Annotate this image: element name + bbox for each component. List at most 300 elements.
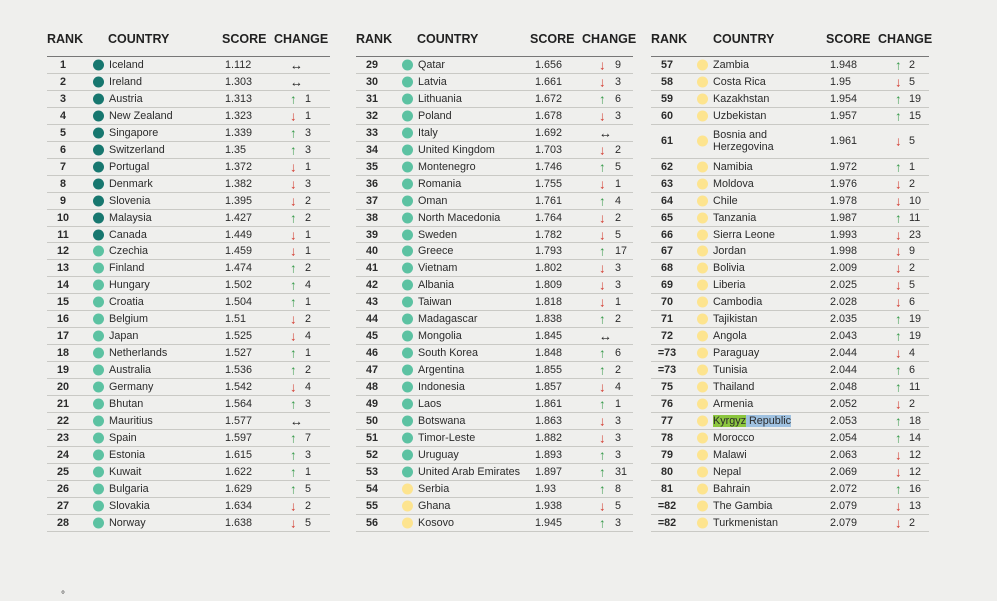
change-amount: 18 (909, 414, 922, 427)
rank-cell: 32 (365, 109, 378, 122)
tier-dot-icon (93, 178, 104, 189)
table-row (47, 498, 330, 515)
change-amount: 5 (615, 499, 622, 512)
score-cell: 2.053 (830, 414, 858, 427)
change-amount: 12 (909, 448, 922, 461)
score-cell: 2.009 (830, 262, 858, 275)
country-cell: Bhutan (109, 398, 144, 411)
country-cell: The Gambia (713, 499, 773, 512)
change-amount: 6 (615, 92, 622, 105)
score-cell: 1.638 (225, 516, 253, 529)
tier-dot-icon (402, 415, 413, 426)
score-cell: 2.044 (830, 364, 858, 377)
country-cell: Croatia (109, 296, 144, 309)
arrow-up-icon: ↑ (290, 345, 297, 361)
tier-dot-icon (697, 365, 708, 376)
tier-dot-icon (93, 263, 104, 274)
table-row (47, 515, 330, 532)
rank-cell: 65 (660, 211, 673, 224)
tier-dot-icon (402, 178, 413, 189)
arrow-up-icon: ↑ (599, 362, 606, 378)
country-cell: Austria (109, 92, 143, 105)
score-cell: 1.998 (830, 245, 858, 258)
table-row (356, 328, 633, 345)
table-row (47, 193, 330, 210)
change-amount: 2 (909, 516, 916, 529)
score-cell: 1.954 (830, 92, 858, 105)
score-cell: 1.634 (225, 499, 253, 512)
change-amount: 9 (615, 58, 622, 71)
change-amount: 11 (909, 381, 921, 394)
change-amount: 3 (305, 448, 312, 461)
rank-cell: 22 (56, 414, 69, 427)
country-cell: Japan (109, 330, 139, 343)
tier-dot-icon (402, 517, 413, 528)
country-cell: United Kingdom (418, 143, 495, 156)
change-amount: 3 (305, 177, 312, 190)
rank-cell: 1 (59, 58, 66, 71)
change-amount: 5 (909, 135, 916, 148)
rank-cell: 63 (660, 177, 673, 190)
country-cell: Zambia (713, 58, 750, 71)
change-amount: 1 (909, 160, 916, 173)
arrow-down-icon: ↓ (599, 260, 606, 276)
tier-dot-icon (93, 144, 104, 155)
tier-dot-icon (697, 500, 708, 511)
arrow-down-icon: ↓ (599, 57, 606, 73)
tier-dot-icon (402, 280, 413, 291)
score-header: SCORE (222, 32, 267, 46)
score-cell: 1.323 (225, 109, 253, 122)
arrow-up-icon: ↑ (895, 311, 902, 327)
country-cell: Morocco (713, 431, 755, 444)
arrow-down-icon: ↓ (895, 193, 902, 209)
score-cell: 1.976 (830, 177, 858, 190)
change-amount: 6 (909, 296, 916, 309)
score-cell: 1.961 (830, 135, 858, 148)
score-cell: 2.079 (830, 499, 858, 512)
country-cell: Italy (418, 126, 438, 139)
change-amount: 3 (615, 75, 622, 88)
tier-dot-icon (697, 382, 708, 393)
score-cell: 2.052 (830, 398, 858, 411)
arrow-down-icon: ↓ (290, 108, 297, 124)
rank-cell: 51 (365, 431, 378, 444)
change-amount: 1 (305, 160, 312, 173)
change-amount: 6 (615, 347, 622, 360)
arrow-down-icon: ↓ (599, 142, 606, 158)
tier-dot-icon (93, 93, 104, 104)
table-row (47, 481, 330, 498)
rank-cell: =82 (657, 499, 677, 512)
tier-dot-icon (93, 59, 104, 70)
rank-cell: 7 (59, 160, 66, 173)
arrow-down-icon: ↓ (599, 498, 606, 514)
country-cell: Costa Rica (713, 75, 766, 88)
change-amount: 14 (909, 431, 922, 444)
table-row (356, 159, 633, 176)
arrow-down-icon: ↓ (599, 379, 606, 395)
score-cell: 1.597 (225, 431, 253, 444)
table-row (356, 125, 633, 142)
table-row (651, 413, 929, 430)
table-row (356, 142, 633, 159)
score-cell: 1.945 (535, 516, 563, 529)
tier-dot-icon (402, 195, 413, 206)
rank-cell: 20 (56, 381, 69, 394)
country-cell: Chile (713, 194, 738, 207)
score-cell: 1.857 (535, 381, 563, 394)
rank-cell: 16 (56, 313, 69, 326)
score-cell: 2.079 (830, 516, 858, 529)
score-cell: 1.848 (535, 347, 563, 360)
rank-cell: 13 (56, 262, 69, 275)
table-row (356, 227, 633, 244)
country-cell: Belgium (109, 313, 149, 326)
tier-dot-icon (402, 212, 413, 223)
arrow-up-icon: ↑ (599, 515, 606, 531)
arrow-down-icon: ↓ (895, 447, 902, 463)
arrow-up-icon: ↑ (599, 464, 606, 480)
table-row (651, 193, 929, 210)
change-amount: 3 (615, 279, 622, 292)
country-cell: Qatar (418, 58, 446, 71)
score-cell: 1.761 (535, 194, 563, 207)
rank-cell: 15 (56, 296, 69, 309)
country-cell: Kuwait (109, 465, 142, 478)
score-cell: 2.048 (830, 381, 858, 394)
arrow-down-icon: ↓ (290, 379, 297, 395)
table-row (651, 260, 929, 277)
country-cell: Liberia (713, 279, 746, 292)
change-amount: 5 (305, 516, 312, 529)
no-change-icon: ↔ (599, 125, 612, 141)
arrow-down-icon: ↓ (895, 74, 902, 90)
score-cell: 1.978 (830, 194, 858, 207)
tier-dot-icon (93, 280, 104, 291)
arrow-up-icon: ↑ (599, 481, 606, 497)
tier-dot-icon (93, 127, 104, 138)
table-row (356, 396, 633, 413)
table-row (651, 277, 929, 294)
country-cell: Switzerland (109, 143, 165, 156)
score-cell: 1.382 (225, 177, 253, 190)
score-cell: 2.063 (830, 448, 858, 461)
rank-cell: 8 (59, 177, 66, 190)
rank-cell: 67 (660, 245, 673, 258)
arrow-down-icon: ↓ (290, 159, 297, 175)
table-row (356, 260, 633, 277)
rank-cell: 43 (365, 296, 378, 309)
table-row (651, 515, 929, 532)
tier-dot-icon (697, 348, 708, 359)
arrow-up-icon: ↑ (290, 430, 297, 446)
change-amount: 3 (615, 414, 622, 427)
tier-dot-icon (697, 432, 708, 443)
change-amount: 2 (305, 499, 312, 512)
rank-cell: 45 (365, 330, 378, 343)
score-cell: 1.672 (535, 92, 563, 105)
change-amount: 5 (305, 482, 312, 495)
country-cell: Namibia (713, 160, 753, 173)
arrow-up-icon: ↑ (290, 277, 297, 293)
country-cell: Uzbekistan (713, 109, 767, 122)
change-amount: 2 (305, 262, 312, 275)
arrow-up-icon: ↑ (290, 91, 297, 107)
country-cell: Bolivia (713, 262, 745, 275)
tier-dot-icon (697, 415, 708, 426)
rank-cell: 57 (660, 58, 673, 71)
tier-dot-icon (402, 161, 413, 172)
arrow-up-icon: ↑ (599, 311, 606, 327)
table-row (47, 430, 330, 447)
rank-cell: =73 (657, 364, 677, 377)
table-row (47, 142, 330, 159)
arrow-up-icon: ↑ (290, 447, 297, 463)
table-row (651, 91, 929, 108)
tier-dot-icon (93, 110, 104, 121)
arrow-up-icon: ↑ (895, 57, 902, 73)
tier-dot-icon (93, 297, 104, 308)
tier-dot-icon (697, 314, 708, 325)
arrow-down-icon: ↓ (599, 277, 606, 293)
rank-cell: 77 (660, 414, 673, 427)
table-row (651, 108, 929, 125)
country-cell: Armenia (713, 398, 754, 411)
table-row (47, 227, 330, 244)
rank-cell: 42 (365, 279, 378, 292)
score-cell: 1.987 (830, 211, 858, 224)
table-row (651, 396, 929, 413)
tier-dot-icon (93, 432, 104, 443)
table-row (47, 277, 330, 294)
change-amount: 8 (615, 482, 622, 495)
tier-dot-icon (697, 110, 708, 121)
rank-cell: 30 (365, 75, 378, 88)
score-cell: 1.564 (225, 398, 253, 411)
table-row (356, 362, 633, 379)
arrow-down-icon: ↓ (599, 294, 606, 310)
country-cell: Denmark (109, 177, 153, 190)
score-cell: 1.893 (535, 448, 563, 461)
score-cell: 1.502 (225, 279, 253, 292)
table-row (651, 498, 929, 515)
tier-dot-icon (402, 246, 413, 257)
arrow-up-icon: ↑ (290, 481, 297, 497)
country-cell: Tunisia (713, 364, 748, 377)
score-cell: 2.044 (830, 347, 858, 360)
tier-dot-icon (402, 399, 413, 410)
table-row (47, 260, 330, 277)
country-cell: Singapore (109, 126, 159, 139)
tier-dot-icon (402, 144, 413, 155)
rank-cell: 46 (365, 347, 378, 360)
arrow-up-icon: ↑ (895, 159, 902, 175)
table-row (356, 108, 633, 125)
score-cell: 1.809 (535, 279, 563, 292)
rank-cell: 40 (365, 245, 378, 258)
tier-dot-icon (93, 466, 104, 477)
tier-dot-icon (402, 127, 413, 138)
arrow-up-icon: ↑ (599, 243, 606, 259)
tier-dot-icon (93, 500, 104, 511)
rows (356, 57, 633, 532)
no-change-icon: ↔ (290, 57, 303, 73)
change-amount: 1 (615, 398, 622, 411)
table-row (356, 481, 633, 498)
country-cell: Argentina (418, 364, 465, 377)
tier-dot-icon (402, 449, 413, 460)
score-cell: 1.536 (225, 364, 253, 377)
change-amount: 17 (615, 245, 628, 258)
score-cell: 1.577 (225, 414, 253, 427)
country-header: COUNTRY (417, 32, 479, 46)
rank-cell: 31 (365, 92, 378, 105)
table-row (356, 311, 633, 328)
rank-cell: 39 (365, 228, 378, 241)
country-cell: Romania (418, 177, 462, 190)
rank-cell: 5 (59, 126, 66, 139)
score-cell: 1.459 (225, 245, 253, 258)
rank-cell: 61 (660, 135, 673, 148)
change-amount: 2 (615, 211, 622, 224)
change-amount: 6 (909, 364, 916, 377)
country-cell: Nepal (713, 465, 742, 478)
score-cell: 1.802 (535, 262, 563, 275)
tier-dot-icon (402, 331, 413, 342)
arrow-up-icon: ↑ (290, 142, 297, 158)
table-row (651, 176, 929, 193)
change-amount: 1 (305, 109, 312, 122)
arrow-down-icon: ↓ (599, 430, 606, 446)
arrow-down-icon: ↓ (290, 328, 297, 344)
table-row (356, 57, 633, 74)
rank-cell: 2 (59, 75, 66, 88)
score-cell: 1.764 (535, 211, 563, 224)
change-amount: 2 (305, 194, 312, 207)
rank-cell: 81 (660, 482, 673, 495)
table-row (651, 227, 929, 244)
score-cell: 1.112 (225, 58, 252, 71)
table-row (47, 311, 330, 328)
country-cell (713, 415, 791, 427)
country-cell: Germany (109, 381, 154, 394)
table-row (356, 91, 633, 108)
rank-cell: 56 (365, 516, 378, 529)
arrow-down-icon: ↓ (599, 108, 606, 124)
arrow-down-icon: ↓ (895, 345, 902, 361)
rank-cell: 28 (56, 516, 69, 529)
rank-cell: 19 (56, 364, 69, 377)
table-row (47, 379, 330, 396)
score-cell: 2.069 (830, 465, 858, 478)
change-amount: 15 (909, 109, 922, 122)
country-cell: Spain (109, 431, 137, 444)
change-amount: 2 (909, 177, 916, 190)
arrow-up-icon: ↑ (895, 413, 902, 429)
rank-cell: 6 (59, 143, 66, 156)
rank-cell: 76 (660, 398, 673, 411)
rank-cell: =82 (657, 516, 677, 529)
tier-dot-icon (402, 483, 413, 494)
change-amount: 23 (909, 228, 922, 241)
change-amount: 3 (305, 143, 312, 156)
arrow-up-icon: ↑ (895, 328, 902, 344)
table-row (47, 345, 330, 362)
country-cell: Malaysia (109, 211, 152, 224)
table-row (651, 210, 929, 227)
rank-cell: 3 (59, 92, 66, 105)
arrow-down-icon: ↓ (599, 176, 606, 192)
tier-dot-icon (402, 348, 413, 359)
table-row (47, 108, 330, 125)
score-cell: 1.678 (535, 109, 563, 122)
rank-cell: 71 (660, 313, 673, 326)
country-cell: Tanzania (713, 211, 757, 224)
arrow-down-icon: ↓ (290, 243, 297, 259)
score-cell: 2.028 (830, 296, 858, 309)
table-row (356, 74, 633, 91)
rank-cell: 59 (660, 92, 673, 105)
arrow-up-icon: ↑ (895, 362, 902, 378)
score-cell: 1.793 (535, 245, 563, 258)
change-amount: 1 (305, 465, 312, 478)
tier-dot-icon (697, 280, 708, 291)
rank-cell: 72 (660, 330, 673, 343)
rank-cell: 38 (365, 211, 378, 224)
change-amount: 11 (909, 211, 921, 224)
arrow-down-icon: ↓ (895, 260, 902, 276)
country-cell: Sweden (418, 228, 458, 241)
change-amount: 3 (615, 262, 622, 275)
score-cell: 1.95 (830, 75, 852, 88)
rank-cell: =73 (657, 347, 677, 360)
score-header: SCORE (530, 32, 575, 46)
change-amount: 2 (615, 313, 622, 326)
arrow-down-icon: ↓ (599, 210, 606, 226)
arrow-down-icon: ↓ (290, 193, 297, 209)
rank-cell: 80 (660, 465, 673, 478)
table-row (356, 210, 633, 227)
arrow-down-icon: ↓ (895, 243, 902, 259)
table-row (356, 413, 633, 430)
change-amount: 4 (615, 381, 622, 394)
rank-cell: 26 (56, 482, 69, 495)
arrow-up-icon: ↑ (290, 464, 297, 480)
table-row (651, 379, 929, 396)
score-cell: 1.855 (535, 364, 563, 377)
ranking-column-2 (356, 30, 637, 532)
tier-dot-icon (402, 382, 413, 393)
tier-dot-icon (402, 59, 413, 70)
arrow-down-icon: ↓ (895, 133, 902, 149)
rank-cell: 52 (365, 448, 378, 461)
arrow-up-icon: ↑ (895, 210, 902, 226)
country-cell: Timor-Leste (418, 431, 476, 444)
change-amount: 2 (909, 58, 916, 71)
tier-dot-icon (697, 331, 708, 342)
rank-cell: 18 (56, 347, 69, 360)
tier-dot-icon (93, 449, 104, 460)
score-cell: 1.755 (535, 177, 563, 190)
arrow-down-icon: ↓ (290, 515, 297, 531)
country-cell: Poland (418, 109, 452, 122)
rank-cell: 33 (365, 126, 378, 139)
table-row (356, 498, 633, 515)
country-cell: Jordan (713, 245, 747, 258)
rank-cell: 12 (56, 245, 69, 258)
country-cell: Canada (109, 228, 147, 241)
